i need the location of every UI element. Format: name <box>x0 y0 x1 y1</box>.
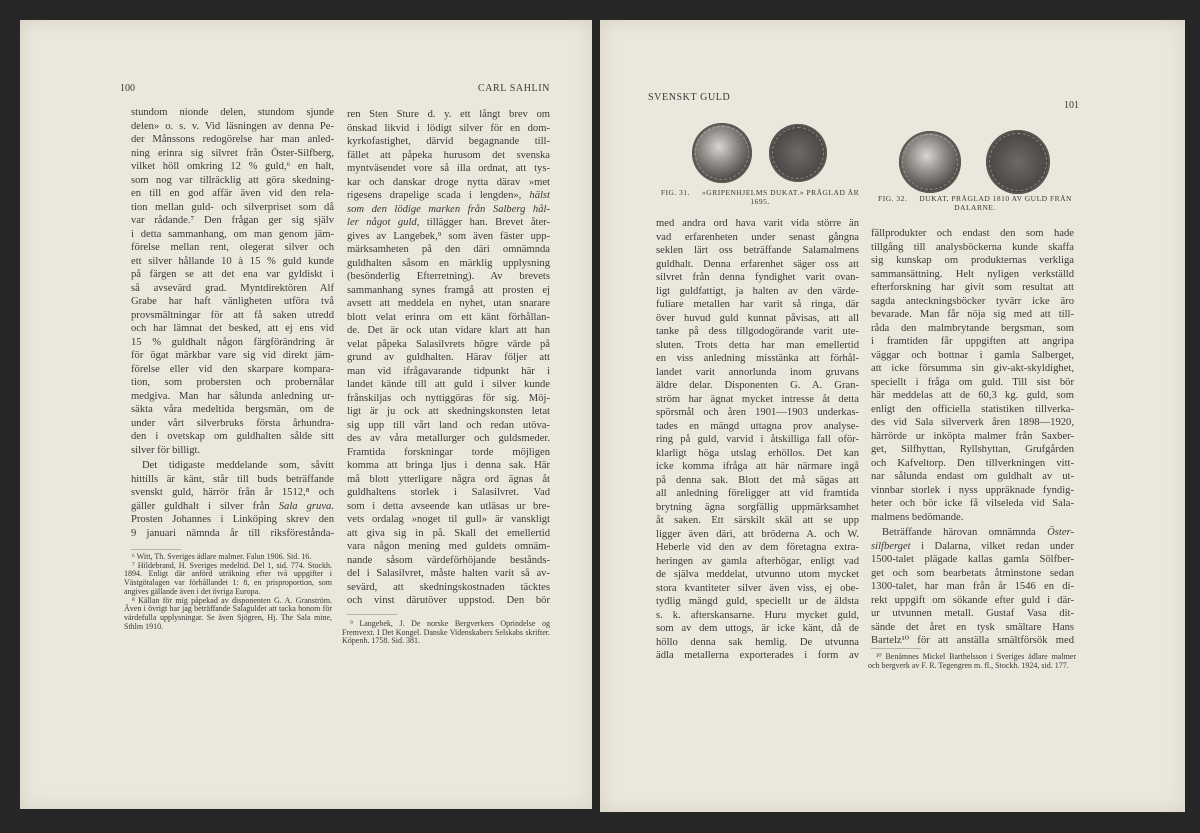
text-line: sig kunskap om produkternas verkliga <box>871 255 1074 266</box>
text-line: silvret från denna fyndighet varit ovan- <box>656 272 859 283</box>
text-line: klarligt höga utslag erhöllos. Det kan <box>656 447 859 459</box>
text-line: landet varit annorlunda inom gruvans <box>656 366 859 378</box>
text-line: des av våra metallurger och guldsmeder. <box>347 433 550 444</box>
text-line: en till en god affär även vid den rela- <box>131 188 334 199</box>
text-line: må blott ytterligare några ord ägnas åt <box>347 473 550 485</box>
text-line: väggar och bottnar i gamla Salberget, <box>871 349 1074 361</box>
text-line: sevärd, att skedningskostnaden täcktes <box>347 581 550 593</box>
text-line: grund av guldhalten. Härav följer att <box>347 352 550 363</box>
text-line <box>131 500 334 514</box>
text-line: man vid ifrågavarande tidpunkt här i <box>347 365 550 377</box>
text-line: förelse eller vid den skarpare kompara- <box>131 363 334 375</box>
italic-text: hälst <box>529 190 550 201</box>
text-line: märksamheten på den däri omnämnda <box>347 244 550 255</box>
text-line: vad erfarenheten under senast gångna <box>656 231 859 243</box>
text-line: Det tidigaste meddelande som, såvitt <box>142 460 334 471</box>
text-line: att icke försumma sin giv-akt-skyldighet, <box>871 363 1074 374</box>
text-line: des vid Sala silververk åren 1898—1920, <box>871 417 1074 428</box>
text-line: nar sålunda endast om guldhalt av ut- <box>871 471 1074 482</box>
text-line: på denna sak. Blott det må sägas att <box>656 474 859 486</box>
text-line: spörsmål och åren 1901—1903 underkas- <box>656 407 859 418</box>
text-line: de. Det är ock utan vidare klart att han <box>347 325 550 336</box>
text-line: var rådande.⁷ Den frågan ger sig själv <box>131 215 334 226</box>
paragraph <box>131 106 334 457</box>
text-line: s. k. afterskansarne. Huru mycket guld, <box>656 609 859 621</box>
text-line: get, Silfhyttan, Ryllshyttan, Grufgården <box>871 444 1074 455</box>
text-line: 1300-talet, har man från år 1546 en di- <box>871 581 1074 592</box>
text-line: der Månssons redogörelse har man anled- <box>131 134 334 145</box>
text-line: tion mellan guld- och silverpriset som då <box>131 201 334 213</box>
paragraph <box>656 217 859 663</box>
text-line: i framtiden får uppgiften att angripa <box>871 336 1074 347</box>
text-line: höllo denna sak hemlig. De utvunna <box>656 636 859 648</box>
text-line: och vinst därutöver uppstod. Den bör <box>347 595 550 606</box>
text-line: hittills är känt, står till buds beträffande <box>131 473 334 485</box>
text-line: seklen lärt oss beträffande Salamalmens <box>656 245 859 256</box>
text-line: ring på guld, varvid i åtskilliga fall oför- <box>656 434 859 445</box>
text-line: myntväsendet vore så illa ordnat, att tys- <box>347 163 550 174</box>
text-line: del i Salasilvret, måste halten varit så av- <box>347 568 550 579</box>
figure-label: FIG. 31. <box>660 188 691 197</box>
text-line: sände det året en tysk smältare Hans <box>871 621 1074 633</box>
text-line: vinnbar storlek i nyss uppräknade fyndig- <box>871 484 1074 496</box>
text-line: vara någon mening med guldets omnäm- <box>347 541 550 552</box>
text-line: (besönderlig Efterretning). Av brevets <box>347 271 550 282</box>
text-segment: rigesens drapelige scada i lengden», <box>347 190 530 201</box>
italic-text: som den lödige marken från Salberg hål- <box>347 203 550 215</box>
italic-text: Öster- <box>1047 527 1074 538</box>
text-column-2 <box>871 227 1074 648</box>
text-line: äldre delar. Disponenten G. A. Gran- <box>656 380 859 391</box>
text-line: Prosten Johannes i Linköping skrev den <box>131 514 334 525</box>
footnotes <box>868 653 1076 670</box>
footnote: ⁸ Källan för mig påpekad av disponenten G. A. Granström. Även i övrigt har jag beträffande Salaguldet att tacka honom för värdefulla upplysningar. Se även Sjögren, Hj. The Sala mine, Sthlm 1910. <box>124 595 332 631</box>
text-line: tillgång till analysböckerna kunde skaffa <box>871 241 1074 253</box>
text-line: 9 januari nämnda år till riksförestånda- <box>131 527 334 539</box>
text-line: ur utvunnen metall. Gustaf Vasa dit- <box>871 608 1074 619</box>
text-line <box>347 216 550 230</box>
text-line: sammansättning. Helt nyligen verkställd <box>871 268 1074 280</box>
text-line: här meddelas att de 60,3 kg. guld, som <box>871 390 1074 401</box>
footnote-separator <box>871 648 921 649</box>
text-line: guldhalten såsom en märklig upplysning <box>347 257 550 269</box>
paragraph <box>871 227 1074 524</box>
text-line: härrörde ur inköpta malmer från Saxber- <box>871 430 1074 442</box>
text-line: ligt är ju ock att skedningskonsten letat <box>347 406 550 417</box>
text-line: fällprodukter och endast den som hade <box>871 228 1074 239</box>
text-line: för ögat märkbar vare sig vid direkt jäm- <box>131 350 334 361</box>
text-line: brytning ägna sorgfällig uppmärksamhet <box>656 501 859 513</box>
text-line: komma att bringa ljus i denna sak. Här <box>347 460 550 471</box>
text-line: velat påpeka Salasilvrets högre värde på <box>347 338 550 350</box>
paragraph <box>131 459 334 540</box>
text-segment: tillägger han. Brevet åter- <box>419 217 551 228</box>
text-line: ädla metallerna exporterades i form av <box>656 650 859 661</box>
footnotes <box>342 620 550 646</box>
text-column-1 <box>131 106 334 540</box>
text-line: blott velat erinra om ett känt förhållan- <box>347 311 550 323</box>
italic-text: Sala gruva. <box>278 500 334 512</box>
italic-text: ler något guld, <box>347 217 420 228</box>
footnote-separator <box>347 614 397 615</box>
text-line: guldhalt. Denna erfarenhet säger oss att <box>656 258 859 270</box>
page-number: 100 <box>120 83 135 94</box>
text-line: avsett att meddela en nyhet, utan snarare <box>347 298 550 309</box>
text-line: råda den malmbrytande bergsman, som <box>871 322 1074 334</box>
text-line: guldhaltens storlek i Salasilvret. Vad <box>347 487 550 498</box>
running-head: CARL SAHLIN <box>477 83 550 94</box>
text-line: önskad likvid i lödigt silver för en dom- <box>347 122 550 134</box>
text-line: enligt den officiella statistiken tillverka- <box>871 403 1074 415</box>
text-line: i detta sammanhang, om man genom jäm- <box>131 228 334 240</box>
text-line: silver för billigt. <box>131 444 201 456</box>
page-number: 101 <box>1064 100 1079 111</box>
text-line: en viss anledning misstänka att förhål- <box>656 353 859 364</box>
caption-text: »GRIPENHJELMS DUKAT.» PRÄGLAD ÅR 1695. <box>702 188 860 206</box>
text-line: och Kafveltorp. Den tillverkningen vitt- <box>871 457 1074 469</box>
footnote: ¹⁰ Benämnes Mickel Barthelsson i Sveriges ädlare malmer och bergverk av F. R. Tegengren m. fl., Stockh. 1924, sid. 177. <box>868 652 1076 670</box>
text-line: ren Sten Sture d. y. ett långt brev om <box>347 109 550 120</box>
coin-reverse-image <box>769 124 827 182</box>
text-line: 15 % guldhalt någon färgförändring är <box>131 336 334 348</box>
text-line: 1500-talet plägade kallas gamla Sölfber- <box>871 554 1074 565</box>
footnotes <box>124 553 332 631</box>
caption-text: DUKAT, PRÄGLAD 1810 AV GULD FRÅN DALARNE. <box>919 194 1072 212</box>
text-line: sluten. Trots detta har man emellertid <box>656 339 859 351</box>
text-line: ligt guldfattigt, ja halten av den värde- <box>656 285 859 297</box>
text-line: stora kvantiteter silver även viss, ej obe- <box>656 582 859 594</box>
text-line: nande såsom värdeförhöjande bestånds- <box>347 554 550 566</box>
text-line: som nog var tillräcklig att göra skedning- <box>131 174 334 186</box>
text-line <box>871 540 1074 554</box>
text-line: delen» o. s. v. Vid läsningen av denna Pe- <box>131 120 334 132</box>
text-line: att giva sig in på. Skall det emellertid <box>347 527 550 539</box>
text-line: fuliare metallen har varit så ringa, där <box>656 299 859 310</box>
footnote: ⁷ Hildebrand, H. Sveriges medeltid. Del 1, sid. 774. Stockh. 1894. Enligt där anförd uträkning efter två uppgifter i Västgötalagen var förhållandet 1: 8, en prisproportion, som angives gällande även i det övriga Europa. <box>124 560 332 596</box>
text-line: medgiva. Man har sålunda anledning ur- <box>131 390 334 402</box>
text-line: rekt uppgift om sökande efter guld i där- <box>871 594 1074 606</box>
figure-label: FIG. 32. <box>878 194 908 203</box>
text-line: Grabe har haft vänligheten utföra två <box>131 296 334 307</box>
footnote: ⁶ Witt, Th. Sveriges ädlare malmer. Falun 1906. Sid. 16. <box>132 552 312 561</box>
text-line: ning erinra sig silvret från Öster-Silfberg, <box>131 147 334 159</box>
paragraph <box>871 526 1074 648</box>
text-line: get och som bearbetats åtminstone sedan <box>871 567 1074 579</box>
text-line <box>871 526 1074 540</box>
text-line: Framtida forskningar torde möjligen <box>347 446 550 458</box>
text-line: på färgen se att det ena var gyldiskt i <box>131 269 334 280</box>
text-line: fället att påpeka hurusom det svenska <box>347 149 550 161</box>
text-line: åt saken. Ett särskilt skäl att se upp <box>656 515 859 526</box>
footnote: ⁹ Langebek, J. De norske Bergverkers Oprindelse og Fremvext. I Det Kongel. Danske Videnskabers Selskabs skrifter. Köpenh. 1758. Sid. 381. <box>342 619 550 646</box>
text-line: förelse mellan rent, olegerat silver och <box>131 242 334 253</box>
text-line: all anledning föreligger att vid framtida <box>656 488 859 499</box>
text-line: speciellt i fråga om guld. Till sist bör <box>871 376 1074 388</box>
text-line: icke komma ifråga att här närmare ingå <box>656 461 859 472</box>
text-line: ett silver hållande 10 à 15 % guld kunde <box>131 255 334 267</box>
text-line: kyrkofastighet, därvid begagnande till- <box>347 136 550 147</box>
text-line: under vårt silverbruks första århundra- <box>131 417 334 429</box>
coin-reverse-image <box>986 130 1050 194</box>
text-line <box>347 189 550 203</box>
text-line: ligger även däri, att bröderna A. och W. <box>656 528 859 540</box>
coin-obverse-image <box>692 123 752 183</box>
text-line: stundom nionde delen, stundom sjunde <box>131 107 334 118</box>
footnote-separator <box>131 549 181 550</box>
text-line: Bartelz¹⁰ för att anställa smältförsök med <box>871 635 1074 646</box>
text-line: tion, som probersten och probernålar <box>131 377 334 388</box>
text-column-2 <box>347 108 550 608</box>
figure-caption <box>650 188 870 206</box>
text-line: tydlig mängd guld, speciellt ur de äldsta <box>656 596 859 607</box>
text-line: tades en mängd uttagna prov analyse- <box>656 420 859 432</box>
text-line: vilket höll omkring 12 % guld,⁶ en halt, <box>131 161 334 172</box>
text-line: ström har ägnat mycket intresse åt detta <box>656 393 859 405</box>
text-line: den i ovetskap om guldhalten sålde sitt <box>131 431 334 442</box>
text-line: efterforskning har givit som resultat att <box>871 282 1074 293</box>
text-line: de själva meddelat, utvunno utom mycket <box>656 569 859 580</box>
text-line: provsmältningar för att få saken utredd <box>131 309 334 321</box>
text-segment: gäller guldhalt i silver från <box>131 500 279 512</box>
text-line: med andra ord hava varit vida större än <box>656 218 859 229</box>
text-line: sammanhang synes framgå att prosten ej <box>347 284 550 296</box>
text-line <box>347 203 550 217</box>
text-line: malmens bedömande. <box>871 511 964 523</box>
text-line: över huvud guld kunnat påvisas, att all <box>656 312 859 324</box>
text-line: heringen av gamla afterhögar, enligt vad <box>656 555 859 567</box>
text-line: som i detta avseende kan utläsas ur bre- <box>347 500 550 512</box>
text-line: tanke på dess tillgodogörande varit ute- <box>656 326 859 337</box>
text-line: så avsevärd grad. Myntdirektören Alf <box>131 282 334 294</box>
text-line: frånskiljas och nyttiggöras för sig. Möj- <box>347 392 550 404</box>
text-line: Heberle vid den av dem företagna extra- <box>656 542 859 553</box>
text-line: heter och bör icke få vilseleda vid Sala- <box>871 498 1074 509</box>
text-line: och har lämnat det besked, att ej ens vid <box>131 323 334 334</box>
running-head: SVENSKT GULD <box>648 92 731 103</box>
text-line: gives av Langebek,⁹ som även fäster upp- <box>347 230 550 242</box>
text-column-1 <box>656 217 859 663</box>
text-line: bevarade. Man får nöja sig med att till- <box>871 309 1074 320</box>
text-line: sig upp till vårt land och redan utöva- <box>347 419 550 431</box>
text-segment: i Dalarna, vilket redan under <box>910 540 1074 552</box>
text-line: sagda anteckningsböcker tyvärr icke äro <box>871 295 1074 307</box>
text-line: vets ordalag »noget til gull» är vanskligt <box>347 514 550 525</box>
text-segment: Beträffande härovan omnämnda <box>882 527 1048 538</box>
text-line: kar och danskar droge nytta därav »met <box>347 176 550 188</box>
text-line: svenskt guld, härrör från år 1512,⁸ och <box>131 487 334 498</box>
italic-text: silfberget <box>871 540 911 552</box>
paragraph <box>347 108 550 608</box>
figure-caption <box>872 194 1078 212</box>
text-line: landet kände till att guld i silver kunde <box>347 379 550 390</box>
text-line: säkta våra medeltida bergsmän, om de <box>131 404 334 415</box>
coin-obverse-image <box>899 131 961 193</box>
text-line: som av dem uttogs, är icke känt, då de <box>656 623 859 634</box>
